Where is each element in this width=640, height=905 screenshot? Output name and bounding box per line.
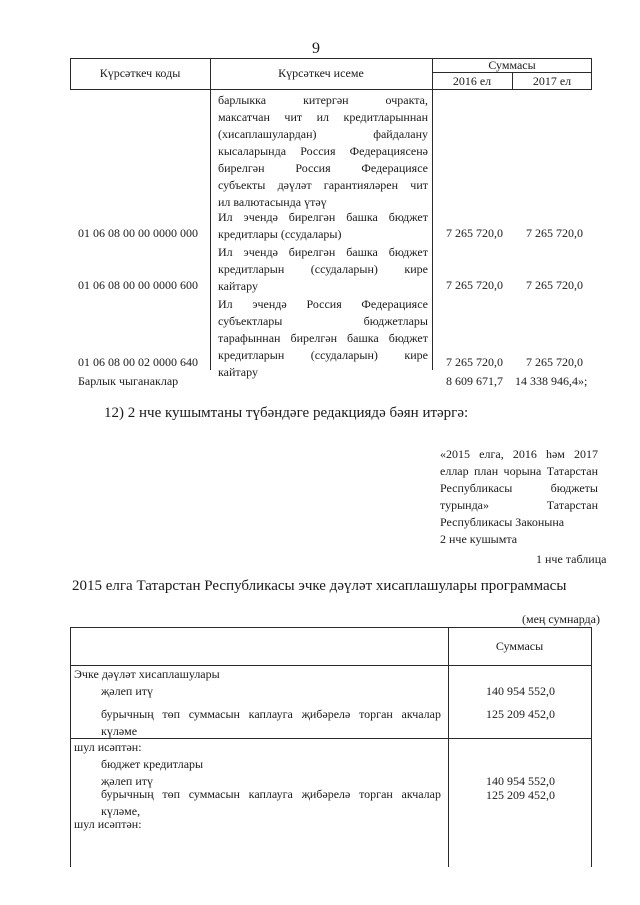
continued-text: барлыкка китергән очракта, максатчан чит ил кредитларыннан (хисаплашулардан) файдалану кысаларында Россия Федерациясенә бирелгән Россия Федерациясе субъекты дәүләт гарантияләрен чит ил валютасында үтәү <box>218 93 428 209</box>
instruction-text: 12) 2 нче кушымтаны түбәндәге редакциядә бәян итәргә: <box>104 405 469 421</box>
page-number: 9 <box>312 40 320 57</box>
attract2-value: 140 954 552,0 <box>486 774 555 788</box>
header-name: Күрсәткеч исеме <box>278 66 364 80</box>
row-name: Ил эчендә бирелгән башка бюджет кредитлары (ссудалары) <box>218 210 428 241</box>
header-year-2017: 2017 ел <box>532 74 572 88</box>
total-label: Барлык чыганаклар <box>78 374 179 388</box>
row-value-2017: 7 265 720,0 <box>526 355 583 369</box>
row-name: Ил эчендә бирелгән башка бюджет кредитларын (ссудаларын) кире кайтару <box>218 245 428 293</box>
repay2-value: 125 209 452,0 <box>486 788 555 802</box>
budget-credits-label: бюджет кредитлары <box>101 757 204 771</box>
header-code: Күрсәткеч коды <box>99 66 181 80</box>
row-value-2016: 7 265 720,0 <box>446 355 503 369</box>
section-title: Эчке дәүләт хисаплашулары <box>74 667 220 681</box>
row-code: 01 06 08 00 02 0000 640 <box>78 355 198 369</box>
appendix-reference: «2015 елга, 2016 һәм 2017 еллар план чорына Татарстан Республикасы бюджеты турында» Татарстан Республикасы Законына 2 нче кушымта <box>440 447 598 546</box>
row-value-2017: 7 265 720,0 <box>526 226 583 240</box>
header-sum: Суммасы <box>488 58 536 72</box>
header-year-2016: 2016 ел <box>452 74 492 88</box>
row-name: Ил эчендә Россия Федерациясе субъектлары бюджетлары тарафыннан бирелгән башка бюджет кредитларын (ссудаларын) кире кайтару <box>218 297 428 379</box>
total-2016: 8 609 671,7 <box>446 374 503 388</box>
program-title: 2015 елга Татарстан Республикасы эчке дәүләт хисаплашулары программасы <box>72 578 567 594</box>
repay2-label: бурычның төп суммасын каплауга җибәрелә торган акчалар күләме, <box>101 787 441 818</box>
row-code: 01 06 08 00 00 0000 000 <box>78 226 198 240</box>
repay-label: бурычның төп суммасын каплауга җибәрелә торган акчалар күләме <box>101 707 441 738</box>
attract-label: җәлеп итү <box>101 684 154 698</box>
attract-value: 140 954 552,0 <box>486 684 555 698</box>
including-label: шул исәптән: <box>74 740 142 754</box>
row-value-2017: 7 265 720,0 <box>526 278 583 292</box>
attract2-label: җәлеп итү <box>101 774 154 788</box>
units-note: (мең сумнарда) <box>522 612 600 626</box>
table-label: 1 нче таблица <box>536 552 607 566</box>
including-label-2: шул исәптән: <box>74 817 142 831</box>
row-value-2016: 7 265 720,0 <box>446 278 503 292</box>
repay-value: 125 209 452,0 <box>486 707 555 721</box>
row-value-2016: 7 265 720,0 <box>446 226 503 240</box>
header-sum-2: Суммасы <box>495 639 544 653</box>
total-2017: 14 338 946,4»; <box>515 374 588 388</box>
row-code: 01 06 08 00 00 0000 600 <box>78 278 198 292</box>
